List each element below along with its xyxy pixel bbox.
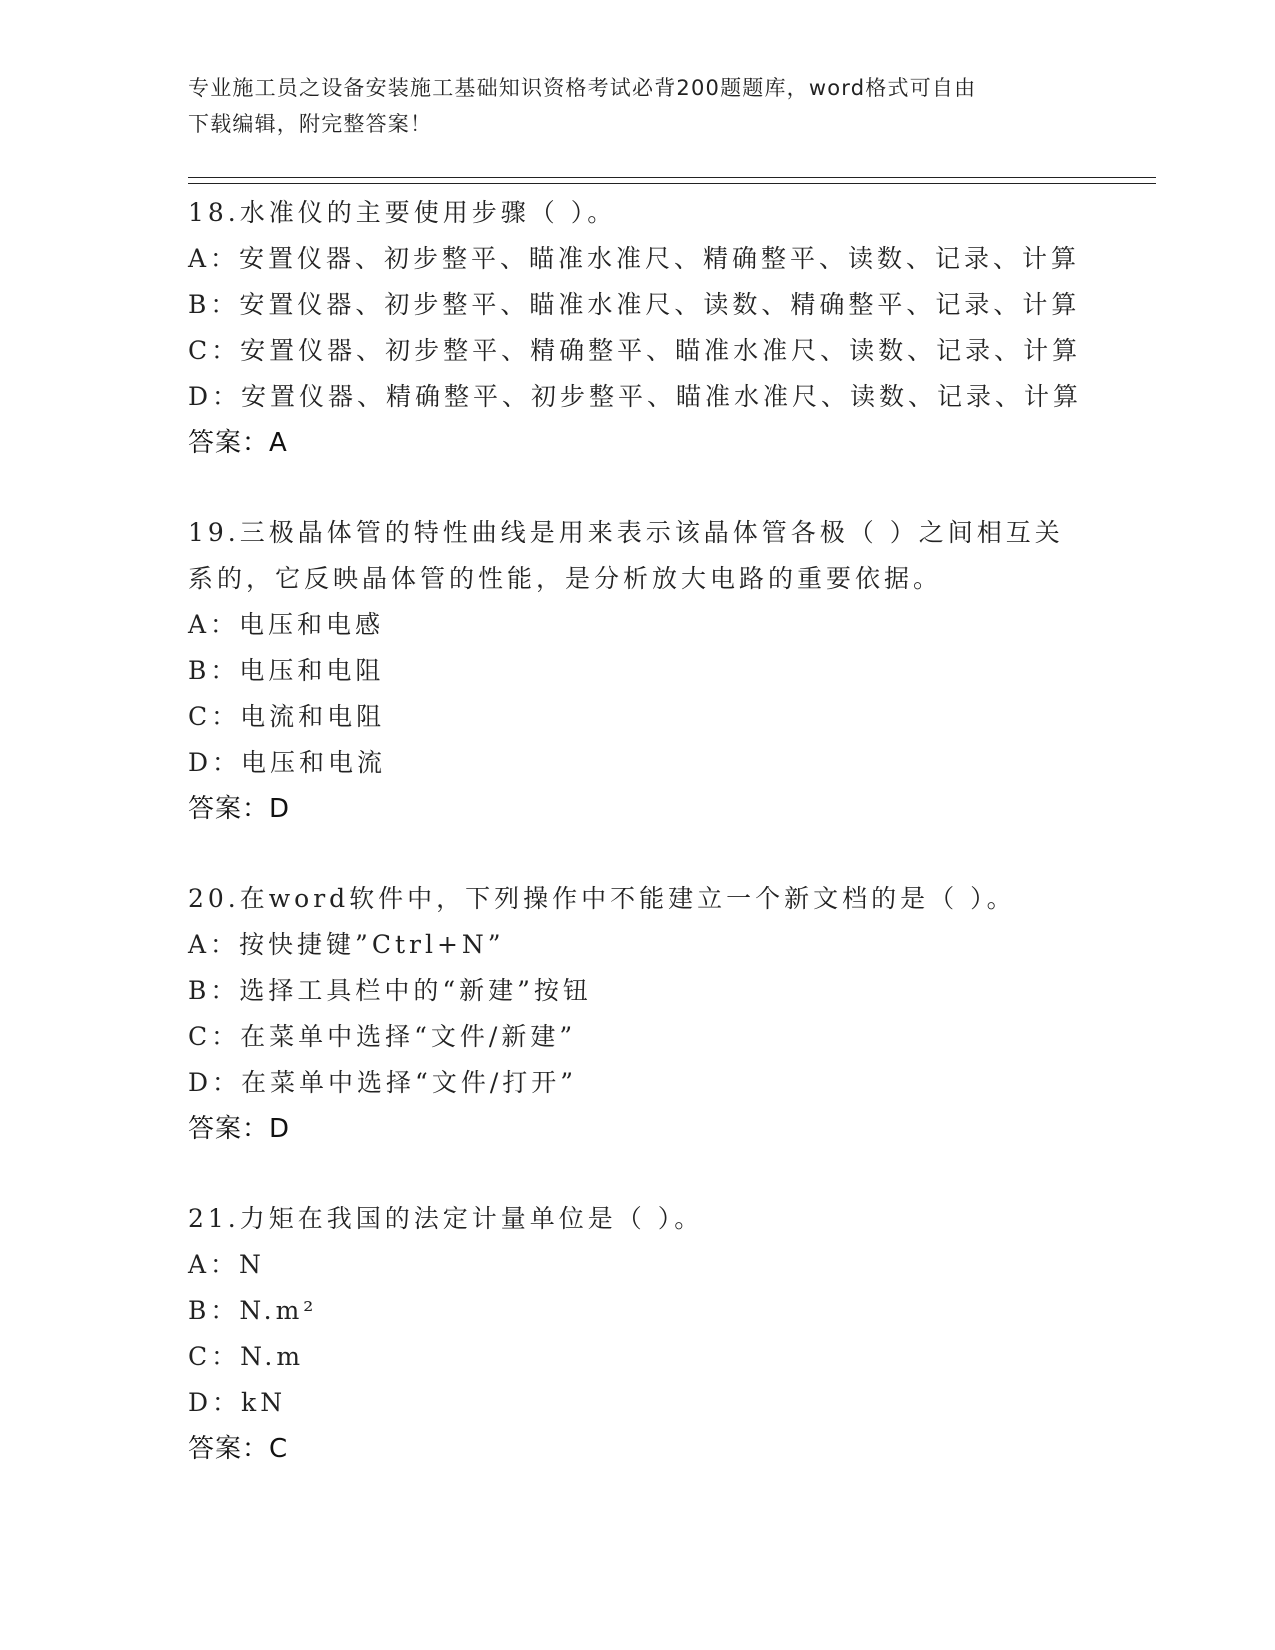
option-a: A：N [188,1250,265,1279]
answer-text: 答案：D [188,1114,291,1144]
question-text: 18.水准仪的主要使用步骤（ ）。 [188,198,617,227]
question-text: 20.在word软件中，下列操作中不能建立一个新文档的是（ ）。 [188,884,1016,913]
option-c: C：N.m [188,1342,305,1371]
option-c: C：电流和电阻 [188,702,386,731]
answer-text: 答案：A [188,428,288,458]
question-list [188,190,1088,1472]
question-block [188,190,1088,466]
question-block [188,510,1088,832]
option-c: C：安置仪器、初步整平、精确整平、瞄准水准尺、读数、记录、计算 [188,336,1082,365]
header-divider-top [188,177,1156,178]
option-a: A：电压和电感 [188,610,385,639]
option-d: D：电压和电流 [188,748,387,777]
header-line-2: 下载编辑，附完整答案！ [188,112,433,136]
question-text-continued: 系的，它反映晶体管的性能，是分析放大电路的重要依据。 [188,564,943,593]
option-a: A：按快捷键”Ctrl+N” [188,930,505,959]
option-c: C：在菜单中选择“文件/新建” [188,1022,577,1051]
question-text: 19.三极晶体管的特性曲线是用来表示该晶体管各极（ ）之间相互关 [188,518,1064,547]
question-block [188,1196,1088,1472]
answer-text: 答案：C [188,1434,289,1464]
option-d: D：在菜单中选择“文件/打开” [188,1068,578,1097]
header-divider-bottom [188,183,1156,184]
question-block [188,876,1088,1152]
header-line-1: 专业施工员之设备安装施工基础知识资格考试必背200题题库，word格式可自由 [188,76,977,100]
option-d: D：安置仪器、精确整平、初步整平、瞄准水准尺、读数、记录、计算 [188,382,1083,411]
option-b: B：选择工具栏中的“新建”按钮 [188,976,592,1005]
option-a: A：安置仪器、初步整平、瞄准水准尺、精确整平、读数、记录、计算 [188,244,1081,273]
option-b: B：电压和电阻 [188,656,385,685]
document-header [188,70,1088,142]
option-b: B：N.m² [188,1296,318,1325]
option-b: B：安置仪器、初步整平、瞄准水准尺、读数、精确整平、记录、计算 [188,290,1081,319]
answer-text: 答案：D [188,794,291,824]
question-text: 21.力矩在我国的法定计量单位是（ ）。 [188,1204,704,1233]
option-d: D：kN [188,1388,287,1417]
